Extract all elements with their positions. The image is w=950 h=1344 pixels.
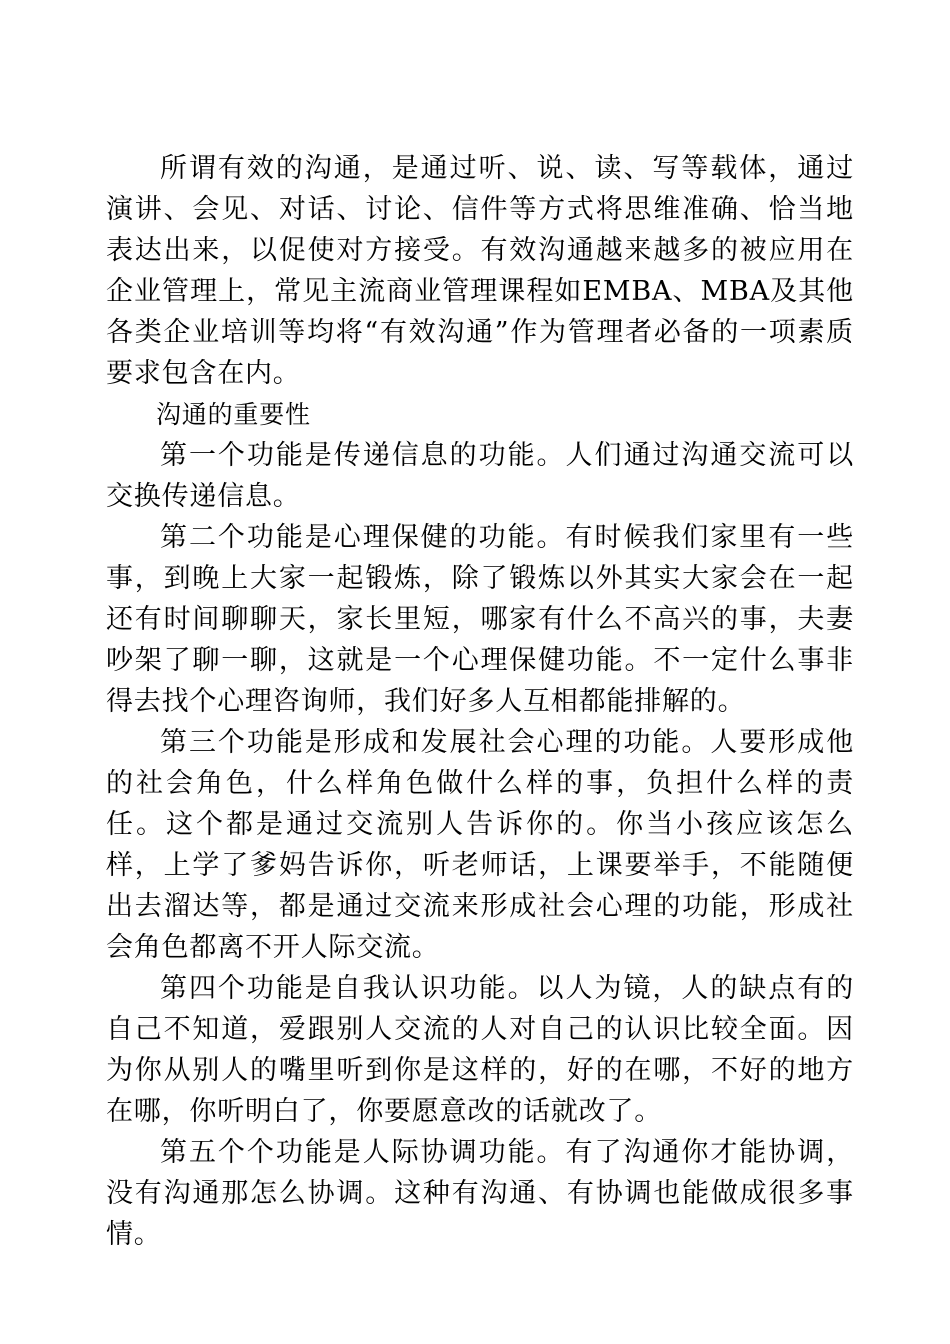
function-one-paragraph: 第一个功能是传递信息的功能。人们通过沟通交流可以交换传递信息。 — [106, 440, 854, 512]
document-page — [106, 148, 854, 1255]
function-four-paragraph: 第四个功能是自我认识功能。以人为镜，人的缺点有的自己不知道，爱跟别人交流的人对自己的认识比较全面。因为你从别人的嘴里听到你是这样的，好的在哪，不好的地方在哪，你听明白了，你要愿意改的话就改了。 — [106, 973, 854, 1127]
section-heading: 沟通的重要性 — [156, 400, 311, 429]
function-five-paragraph: 第五个个功能是人际协调功能。有了沟通你才能协调，没有沟通那怎么协调。这种有沟通、有协调也能做成很多事情。 — [106, 1137, 854, 1250]
intro-paragraph: 所谓有效的沟通，是通过听、说、读、写等载体，通过演讲、会见、对话、讨论、信件等方式将思维准确、恰当地表达出来，以促使对方接受。有效沟通越来越多的被应用在企业管理上，常见主流商业管理课程如EMBA、MBA及其他各类企业培训等均将“有效沟通”作为管理者必备的一项素质要求包含在内。 — [106, 153, 854, 389]
function-two-paragraph: 第二个功能是心理保健的功能。有时候我们家里有一些事，到晚上大家一起锻炼，除了锻炼以外其实大家会在一起还有时间聊聊天，家长里短，哪家有什么不高兴的事，夫妻吵架了聊一聊，这就是一个心理保健功能。不一定什么事非得去找个心理咨询师，我们好多人互相都能排解的。 — [106, 522, 854, 717]
function-three-paragraph: 第三个功能是形成和发展社会心理的功能。人要形成他的社会角色，什么样角色做什么样的事，负担什么样的责任。这个都是通过交流别人告诉你的。你当小孩应该怎么样，上学了爹妈告诉你，听老师话，上课要举手，不能随便出去溜达等，都是通过交流来形成社会心理的功能，形成社会角色都离不开人际交流。 — [106, 727, 854, 963]
